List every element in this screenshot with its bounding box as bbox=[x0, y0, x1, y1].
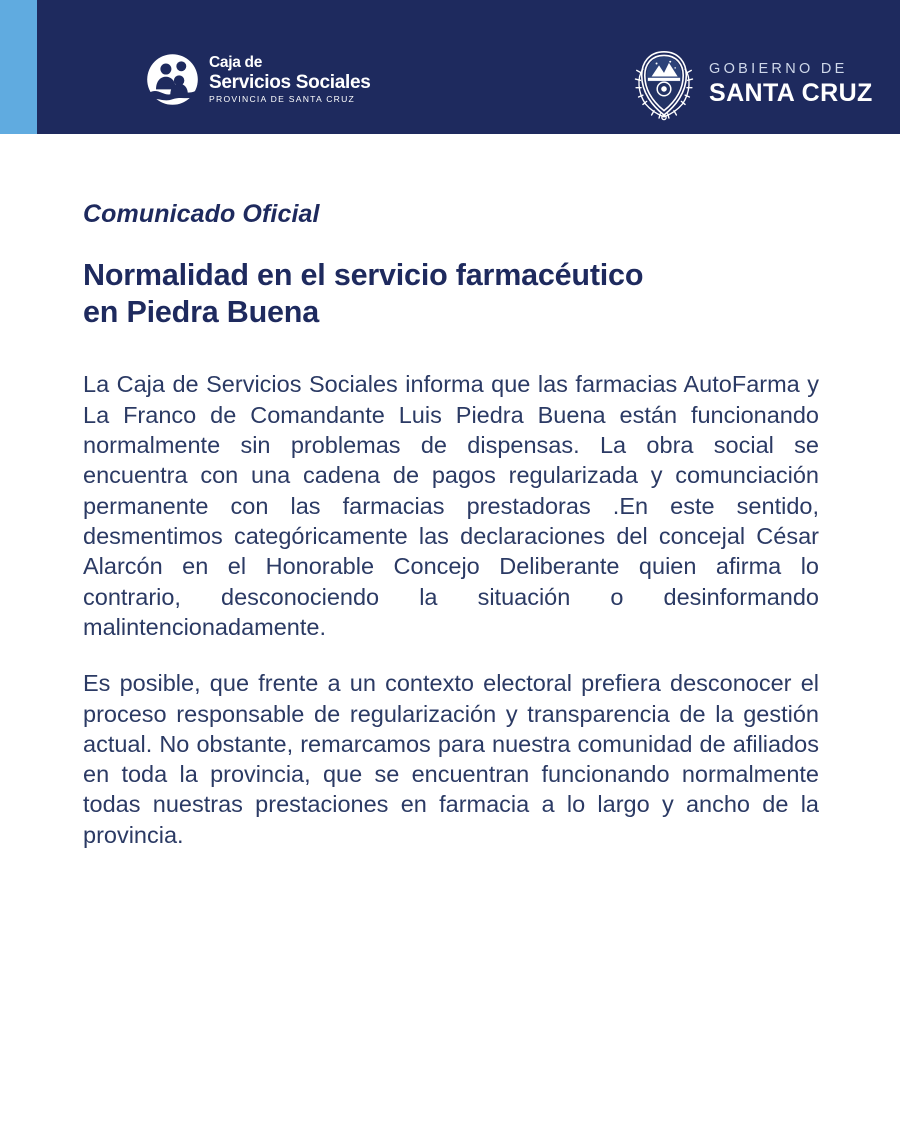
body-paragraph-1: La Caja de Servicios Sociales informa que las farmacias AutoFarma y La Franco de Comandante Luis Piedra Buena están funcionando normalmente sin problemas de dispensas. La obra social se encuentra con una cadena de pagos regularizada y comunciación permanente con las farmacias prestadoras .En este sentido, desmentimos categóricamente las declaraciones del concejal César Alarcón en el Honorable Concejo Deliberante quien afirma lo contrario, desconociendo la situación o desinformando malintencionadamente. bbox=[83, 371, 819, 640]
left-accent-bar bbox=[0, 0, 37, 134]
caja-logo-line3: PROVINCIA DE SANTA CRUZ bbox=[209, 93, 356, 104]
logo-caja-servicios-sociales bbox=[145, 52, 370, 107]
headline-line-1: Normalidad en el servicio farmacéutico bbox=[83, 258, 644, 292]
caja-servicios-sociales-emblem bbox=[145, 52, 200, 107]
page-title bbox=[83, 257, 819, 331]
gobierno-logo-line1: GOBIERNO DE bbox=[709, 60, 848, 77]
kicker-label: Comunicado Oficial bbox=[83, 200, 320, 228]
gobierno-logo-line2: SANTA CRUZ bbox=[709, 79, 873, 108]
caja-logo-line2: Servicios Sociales bbox=[209, 71, 371, 93]
santa-cruz-coat-of-arms bbox=[633, 46, 695, 122]
caja-logo-text bbox=[209, 55, 370, 103]
logo-gobierno-santa-cruz bbox=[633, 46, 873, 122]
header-band bbox=[0, 0, 900, 134]
headline-line-2: en Piedra Buena bbox=[83, 295, 319, 330]
body-paragraph-2: Es posible, que frente a un contexto electoral prefiera desconocer el proceso responsable de regularización y transparencia de la gestión actual. No obstante, remarcamos para nuestra comunidad de afiliados en toda la provincia, que se encuentran funcionando normalmente todas nuestras prestaciones en farmacia a lo largo y ancho de la provincia. bbox=[83, 670, 819, 848]
caja-logo-line1: Caja de bbox=[209, 54, 263, 72]
gobierno-logo-text bbox=[709, 62, 873, 107]
document-content bbox=[83, 200, 819, 850]
